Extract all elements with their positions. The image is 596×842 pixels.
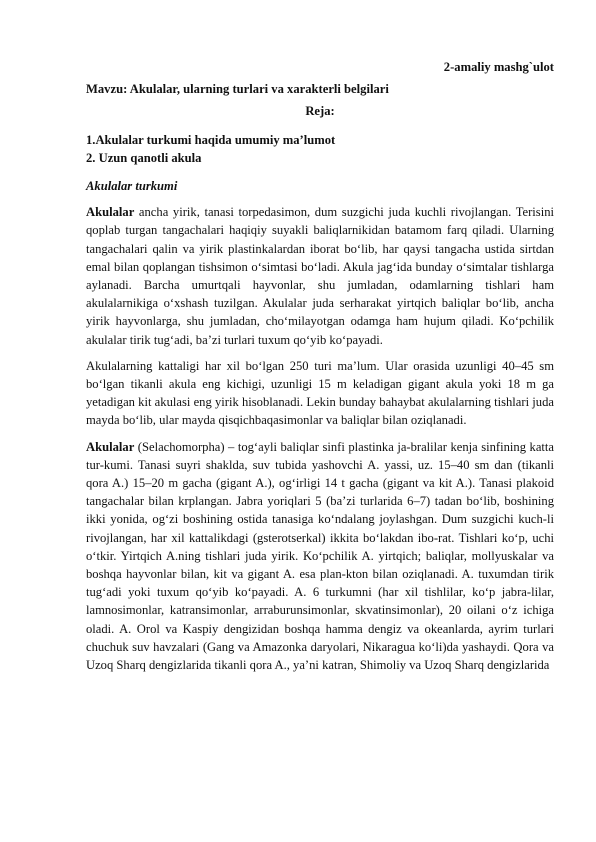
paragraph-3-lead: Akulalar [86,439,135,454]
paragraph-2-text: Akulalarning kattaligi har xil boʻlgan 250 turi maʼlum. Ular orasida uzunligi 40–45 sm boʻlgan tikanli akula eng kichigi, uzunligi 15 m keladigan gigant akula yoki 18 m ga yetadigan kit akulasi eng yirik hisoblanadi. Lekin bunday bahaybat akulalarning tishlari juda mayda boʻlib, ular mayda qisqichbaqasimonlar va baliqlar bilan oziqlanadi. [86,358,554,428]
paragraph-3 [86,438,554,675]
paragraph-1 [86,203,554,349]
paragraph-1-lead: Akulalar [86,205,135,220]
paragraph-3-text: (Selachomorpha) – togʻayli baliqlar sinfi plastinka ja-bralilar kenja sinfining katta tur-kumi. Tanasi suyri shaklda, suv tubida yashovchi A. yassi, uz. 15–40 sm dan (tikanli qora A.) 15–20 m gacha (gigant A.), ogʻirligi 14 t gacha (gigant va kit A.). Tanasi plakoid tangachalar bilan krplangan. Jabra yoriqlari 5 (baʼzi turlarida 6–7) tadan boʻlib, boshining ikki yonida, ogʻzi boshining ostida tanasiga koʻndalang joylashgan. Dum suzgichi kuch-li rivojlangan, har xil kattalikdagi (gsterotserkal) ikkita boʻlakdan ibo-rat. Tishlari koʻp, uchi oʻtkir. Yirtqich A.ning tishlari juda yirik. Koʻpchilik A. yirtqich; baliqlar, mollyuskalar va boshqa hayvonlar bilan, kit va gigant A. esa plan-kton bilan oziqlanadi. A. tuxumdan tirik tugʻadi yoki tuxum qoʻyib koʻpayadi. A. 6 turkumni (har xil tishlilar, koʻp jabra-lilar, lamnosimonlar, katransimonlar, arraburunsimonlar, skvatinsimonlar), 20 oilani oʻz ichiga oladi. A. Orol va Kaspiy dengizidan boshqa hamma dengiz va okeanlarda, ayrim turlari chuchuk suv havzalari (Gang va Amazonka daryolari, Nikaragua koʻli)da yashaydi. Qora va Uzoq Sharq dengizlarida tikanli qora A., yaʼni katran, Shimoliy va Uzoq Sharq dengizlarida [86,439,554,673]
topic-line: Mavzu: Akulalar, ularning turlari va xarakterli belgilari [86,82,389,97]
lesson-header: 2-amaliy mashg`ulot [443,60,554,74]
section-title: Akulalar turkumi [86,179,178,194]
plan-item-1: 1.Akulalar turkumi haqida umumiy maʼlumot [86,132,336,147]
paragraph-1-text: ancha yirik, tanasi torpedasimon, dum suzgichi juda kuchli rivojlangan. Terisini qoplab turgan tangachalari haqiqiy suyakli baliqlarnikidan batamom farq qiladi. Ularning tangachalari qalin va yirik plastinkalardan iborat boʻlib, har qaysi tangacha ustida sirtdan emal bilan qoplangan tishsimon oʻsimtasi boʻladi. Akula jagʻida bunday oʻsimtalar tishlarga aylanadi. Barcha umurtqali hayvonlar, shu jumladan, odamlarning tishlari ham akulalarnikiga oʻxshash tuzilgan. Akulalar juda serharakat yirtqich baliqlar boʻlib, ancha yirik hayvonlarga, shu jumladan, choʻmilayotgan odamga ham hujum qiladi. Koʻpchilik akulalar tirik tugʻadi, baʼzi turlari tuxum qoʻyib koʻpayadi. [86,205,554,347]
paragraph-2 [86,357,554,430]
plan-item-2: 2. Uzun qanotli akula [86,150,202,165]
plan-title: Reja: [305,104,335,119]
